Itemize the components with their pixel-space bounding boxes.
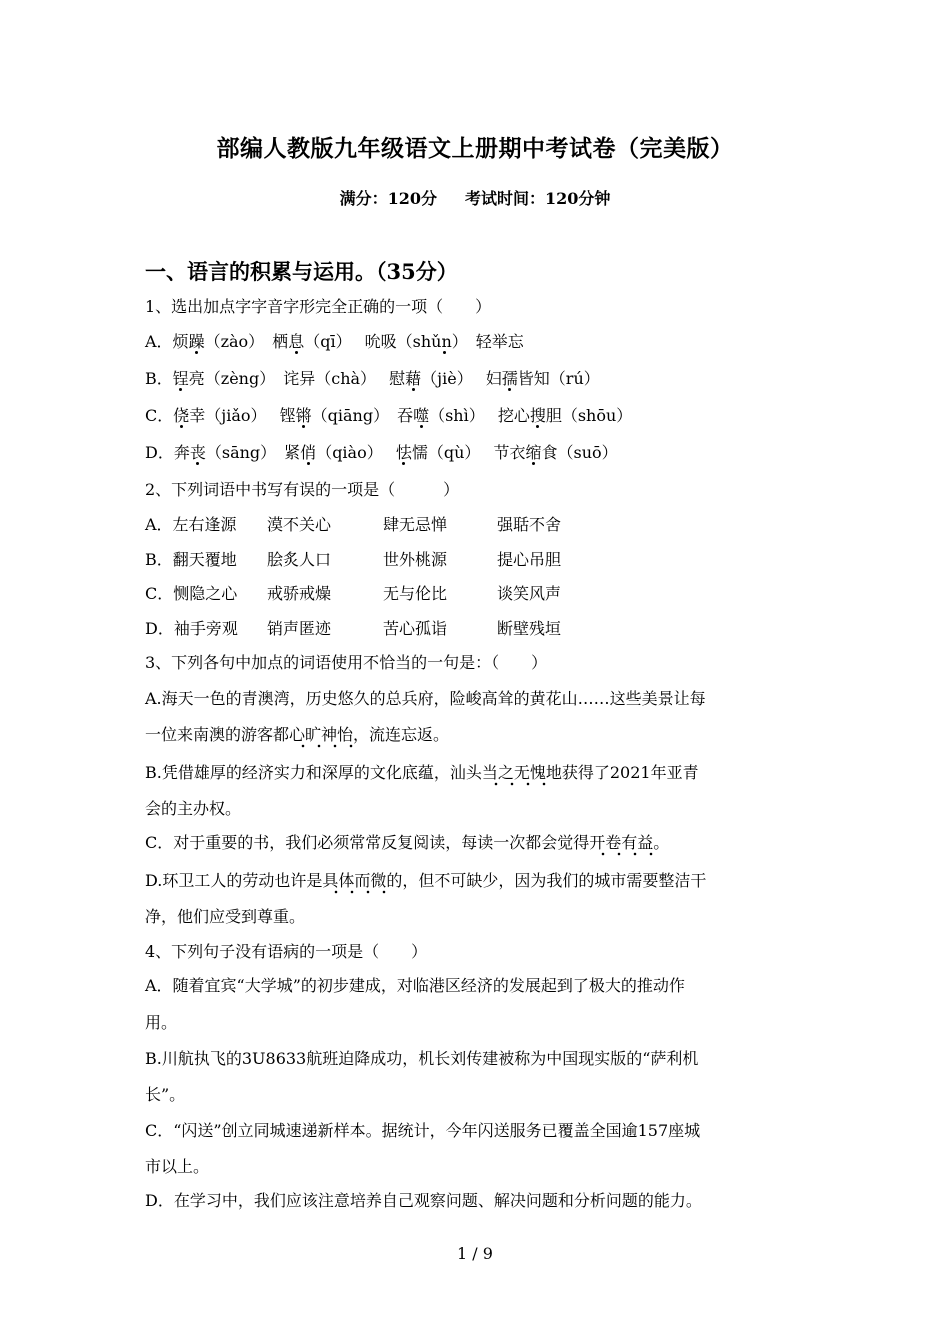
q1-option-a: A．烦躁（zào） 栖息（qī） 吮吸（shǔn） 轻举忘	[145, 332, 524, 351]
exam-time: 考试时间：120分钟	[465, 189, 611, 208]
q3-option-b-line1: B.凭借雄厚的经济实力和深厚的文化底蕴，汕头当之无愧地获得了2021年亚青	[145, 760, 699, 783]
q3-stem: 3、下列各句中加点的词语使用不恰当的一句是：（ ）	[145, 653, 548, 672]
q4-option-c-line1: C．“闪送”创立同城速递新样本。据统计，今年闪送服务已覆盖全国逾157座城	[145, 1121, 701, 1140]
q3-option-b-line2: 会的主办权。	[145, 799, 242, 818]
q4-option-c-line2: 市以上。	[145, 1157, 210, 1176]
q2-stem: 2、下列词语中书写有误的一项是（ ）	[145, 480, 460, 499]
q1-option-c: C．侥幸（jiǎo） 铿锵（qiāng） 吞噬（shì） 挖心搜胆（shōu）	[145, 406, 633, 425]
q4-option-b-line1: B.川航执飞的3U8633航班迫降成功，机长刘传建被称为中国现实版的“萨利机	[145, 1049, 699, 1068]
q3-option-a-line1: A.海天一色的青澳湾，历史悠久的总兵府，险峻高耸的黄花山……这些美景让每	[145, 689, 706, 708]
q4-option-a-line1: A．随着宜宾“大学城”的初步建成，对临港区经济的发展起到了极大的推动作	[145, 976, 685, 995]
q1-stem: 1、选出加点字字音字形完全正确的一项（ ）	[145, 297, 492, 316]
page-number: 1 / 9	[457, 1244, 493, 1263]
full-score: 满分：120分	[339, 189, 437, 208]
q3-option-d-line2: 净，他们应受到尊重。	[145, 907, 306, 926]
q2-option-d: D．袖手旁观 销声匿迹 苦心孤诣 断壁残垣	[145, 619, 562, 638]
q3-option-d-line1: D.环卫工人的劳动也许是具体而微的，但不可缺少，因为我们的城市需要整洁干	[145, 868, 706, 891]
page-title: 部编人教版九年级语文上册期中考试卷（完美版）	[216, 135, 734, 162]
q3-option-a-line2: 一位来南澳的游客都心旷神怡，流连忘返。	[145, 722, 449, 745]
q1-option-d: D．奔丧（sāng） 紧俏（qiào） 怯懦（qù） 节衣缩食（suō）	[145, 443, 618, 462]
q1-option-b: B．锃亮（zèng） 诧异（chà） 慰藉（jiè） 妇孺皆知（rú）	[145, 369, 600, 388]
exam-meta	[0, 186, 950, 209]
q4-option-b-line2: 长”。	[145, 1085, 186, 1104]
q2-option-c: C．恻隐之心 戒骄戒燥 无与伦比 谈笑风声	[145, 584, 562, 603]
q3-option-c: C．对于重要的书，我们必须常常反复阅读，每读一次都会觉得开卷有益。	[145, 830, 669, 853]
q2-option-a: A．左右逢源 漠不关心 肆无忌惮 强聒不舍	[145, 515, 562, 534]
q4-option-d: D．在学习中，我们应该注意培养自己观察问题、解决问题和分析问题的能力。	[145, 1191, 702, 1210]
section-heading: 一、语言的积累与运用。（35分）	[145, 259, 458, 284]
q2-option-b: B．翻天覆地 脍炙人口 世外桃源 提心吊胆	[145, 550, 562, 569]
q4-stem: 4、下列句子没有语病的一项是（ ）	[145, 942, 428, 961]
q4-option-a-line2: 用。	[145, 1013, 178, 1032]
